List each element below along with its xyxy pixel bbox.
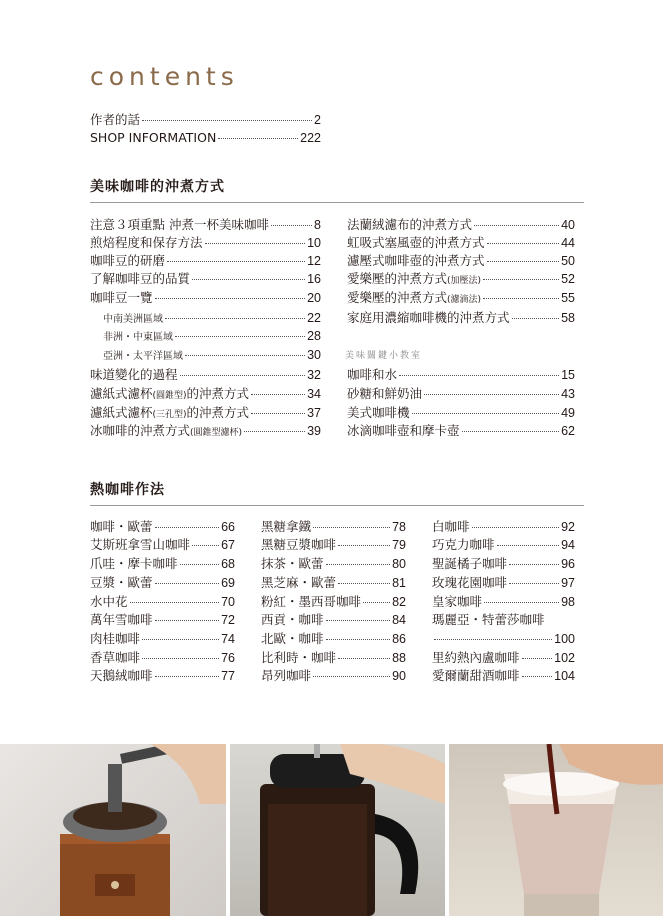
entry-text: 愛樂壓的沖煮方式 [347, 290, 448, 305]
entry-text: 肉桂咖啡 [90, 631, 141, 646]
entry-text: 濾壓式咖啡壺的沖煮方式 [347, 253, 485, 268]
entry-text: 注意３項重點 沖煮一杯美味咖啡 [90, 217, 269, 232]
toc-entry[interactable] [90, 611, 235, 629]
toc-entry-wrapped[interactable] [432, 611, 575, 649]
leader-dots [483, 279, 559, 280]
toc-entry[interactable] [347, 309, 575, 327]
leader-dots [155, 676, 220, 677]
leader-dots [218, 138, 298, 139]
entry-page: 40 [561, 218, 575, 232]
section-divider [90, 202, 584, 203]
toc-entry[interactable] [90, 555, 235, 573]
entry-page: 80 [392, 557, 406, 571]
leader-dots [483, 298, 559, 299]
entry-page: 102 [554, 651, 575, 665]
toc-entry[interactable] [261, 649, 406, 667]
entry-text: 水中花 [90, 594, 128, 609]
toc-entry[interactable] [90, 667, 235, 685]
entry-page: 39 [307, 424, 321, 438]
leader-dots [522, 658, 553, 659]
entry-page: 82 [392, 595, 406, 609]
entry-page: 62 [561, 424, 575, 438]
section-heading: 美味咖啡的沖煮方式 [90, 179, 225, 195]
entry-page: 12 [307, 254, 321, 268]
entry-text: 天鵝絨咖啡 [90, 668, 153, 683]
toc-entry[interactable] [347, 289, 575, 307]
entry-page: 78 [392, 520, 406, 534]
leader-dots [192, 279, 305, 280]
leader-dots [251, 413, 305, 414]
toc-entry[interactable] [261, 555, 406, 573]
toc-entry[interactable] [432, 574, 575, 592]
toc-entry[interactable] [432, 555, 575, 573]
toc-entry[interactable] [90, 422, 321, 440]
toc-entry[interactable] [90, 252, 321, 270]
toc-subentry[interactable] [103, 309, 321, 327]
leader-dots [338, 658, 390, 659]
entry-page: 20 [307, 291, 321, 305]
entry-page: 55 [561, 291, 575, 305]
entry-text: 昂列咖啡 [261, 668, 312, 683]
entry-page: 16 [307, 272, 321, 286]
entry-page: 86 [392, 632, 406, 646]
entry-page: 77 [221, 669, 235, 683]
leader-dots [512, 318, 560, 319]
entry-page: 68 [221, 557, 235, 571]
entry-page: 104 [554, 669, 575, 683]
entry-text: 美式咖啡機 [347, 405, 410, 420]
entry-text: 濾紙式濾杯 [90, 405, 153, 420]
toc-entry[interactable] [432, 536, 575, 554]
entry-text: 虹吸式塞風壺的沖煮方式 [347, 235, 485, 250]
entry-note: (加壓法) [447, 276, 482, 286]
photo-coffee-grinder [0, 744, 226, 916]
toc-entry[interactable] [347, 216, 575, 234]
leader-dots [167, 261, 305, 262]
leader-dots [271, 225, 312, 226]
toc-entry[interactable] [90, 593, 235, 611]
entry-page: 88 [392, 651, 406, 665]
section-divider [90, 505, 584, 506]
leader-dots [155, 298, 306, 299]
entry-page: 96 [561, 557, 575, 571]
leader-dots [180, 564, 220, 565]
entry-text: 白咖啡 [432, 519, 470, 534]
entry-page: 66 [221, 520, 235, 534]
entry-text: 爪哇・摩卡咖啡 [90, 556, 178, 571]
leader-dots [185, 355, 305, 356]
entry-text: 愛爾蘭甜酒咖啡 [432, 668, 520, 683]
entry-page: 222 [300, 131, 321, 145]
entry-note: (圓錐型) [152, 391, 187, 401]
toc-entry[interactable] [261, 536, 406, 554]
leader-dots [313, 676, 390, 677]
entry-text: 家庭用濃縮咖啡機的沖煮方式 [347, 310, 510, 325]
entry-page: 67 [221, 538, 235, 552]
toc-entry[interactable] [347, 270, 575, 288]
entry-text: 煎焙程度和保存方法 [90, 235, 203, 250]
entry-text: 濾紙式濾杯 [90, 386, 153, 401]
toc-entry[interactable] [261, 667, 406, 685]
entry-page: 98 [561, 595, 575, 609]
leader-dots [326, 639, 391, 640]
entry-text: 非洲・中東區域 [103, 332, 173, 343]
toc-entry[interactable] [90, 518, 235, 536]
entry-text: 黑糖豆漿咖啡 [261, 537, 337, 552]
entry-text: 咖啡豆一覽 [90, 290, 153, 305]
toc-entry[interactable] [432, 518, 575, 536]
leader-dots [326, 564, 391, 565]
entry-page: 72 [221, 613, 235, 627]
entry-page: 22 [307, 311, 321, 325]
toc-entry[interactable] [90, 289, 321, 307]
toc-entry[interactable] [90, 234, 321, 252]
toc-entry[interactable] [261, 574, 406, 592]
entry-text: 味道變化的過程 [90, 367, 178, 382]
leader-dots [326, 620, 391, 621]
entry-text: 香草咖啡 [90, 650, 141, 665]
toc-entry-author[interactable] [90, 111, 321, 129]
toc-entry[interactable] [432, 593, 575, 611]
entry-page: 49 [561, 406, 575, 420]
entry-text: 瑪麗亞・特蕾莎咖啡 [432, 612, 545, 627]
leader-dots [313, 527, 390, 528]
toc-entry[interactable] [90, 574, 235, 592]
entry-tail: 的沖煮方式 [186, 405, 250, 420]
entry-page: 81 [392, 576, 406, 590]
entry-text: 中南美洲區域 [103, 314, 163, 325]
toc-entry[interactable] [90, 649, 235, 667]
toc-subentry[interactable] [103, 327, 321, 345]
entry-page: 50 [561, 254, 575, 268]
entry-text: 粉紅・墨西哥咖啡 [261, 594, 362, 609]
leader-dots [484, 602, 559, 603]
entry-text: 亞洲・太平洋區域 [103, 351, 183, 362]
leader-dots [142, 639, 219, 640]
entry-page: 15 [561, 368, 575, 382]
entry-text: 黑糖拿鐵 [261, 519, 312, 534]
leader-dots [130, 602, 220, 603]
photo-latte-pour [449, 744, 663, 916]
leader-dots [155, 527, 220, 528]
entry-page: 10 [307, 236, 321, 250]
toc-entry[interactable] [261, 518, 406, 536]
entry-text: 萬年雪咖啡 [90, 612, 153, 627]
toc-entry[interactable] [90, 536, 235, 554]
leader-dots [522, 676, 553, 677]
entry-text: 皇家咖啡 [432, 594, 483, 609]
entry-text: 黑芝麻・歐蕾 [261, 575, 337, 590]
entry-text: 冰咖啡的沖煮方式 [90, 423, 191, 438]
entry-page: 43 [561, 387, 575, 401]
toc-entry[interactable] [347, 422, 575, 440]
toc-entry[interactable] [347, 404, 575, 422]
entry-page: 97 [561, 576, 575, 590]
leader-dots [192, 545, 219, 546]
entry-text: 咖啡豆的研磨 [90, 253, 166, 268]
entry-page: 58 [561, 311, 575, 325]
leader-dots [155, 583, 220, 584]
leader-dots [180, 375, 306, 376]
entry-page: 92 [561, 520, 575, 534]
toc-entry[interactable] [432, 649, 575, 667]
toc-subentry[interactable] [103, 346, 321, 364]
leader-dots [474, 225, 559, 226]
entry-text: 法蘭絨濾布的沖煮方式 [347, 217, 473, 232]
entry-page: 32 [307, 368, 321, 382]
leader-dots [424, 394, 559, 395]
toc-entry[interactable] [347, 252, 575, 270]
leader-dots [487, 243, 560, 244]
entry-text: 愛樂壓的沖煮方式 [347, 271, 448, 286]
entry-page: 74 [221, 632, 235, 646]
entry-text: 艾斯班拿雪山咖啡 [90, 537, 191, 552]
toc-entry[interactable] [347, 234, 575, 252]
leader-dots [251, 394, 305, 395]
leader-dots [175, 336, 305, 337]
toc-entry[interactable] [90, 630, 235, 648]
entry-text: 冰滴咖啡壺和摩卡壺 [347, 423, 460, 438]
toc-entry[interactable] [90, 366, 321, 384]
leader-dots [487, 261, 560, 262]
entry-page: 8 [314, 218, 321, 232]
entry-text: 巧克力咖啡 [432, 537, 495, 552]
entry-page: 100 [554, 632, 575, 646]
toc-entry[interactable] [432, 667, 575, 685]
entry-text: 抹茶・歐蕾 [261, 556, 324, 571]
toc-entry[interactable] [90, 385, 321, 403]
toc-entry[interactable] [261, 611, 406, 629]
leader-dots [142, 120, 312, 121]
photo-french-press [230, 744, 445, 916]
entry-text: 里約熱內盧咖啡 [432, 650, 520, 665]
entry-page: 30 [307, 348, 321, 362]
leader-dots [363, 602, 390, 603]
entry-page: 34 [307, 387, 321, 401]
entry-text: 咖啡・歐蕾 [90, 519, 153, 534]
leader-dots [155, 620, 220, 621]
leader-dots [412, 413, 560, 414]
entry-page: 76 [221, 651, 235, 665]
entry-text: 砂糖和鮮奶油 [347, 386, 423, 401]
entry-page: 90 [392, 669, 406, 683]
entry-text: 西貢・咖啡 [261, 612, 324, 627]
entry-text: 豆漿・歐蕾 [90, 575, 153, 590]
tips-tag: 美味關鍵小教室 [345, 351, 423, 361]
entry-text: 咖啡和水 [347, 367, 398, 382]
entry-text: 了解咖啡豆的品質 [90, 271, 191, 286]
leader-dots [399, 375, 559, 376]
toc-entry[interactable] [261, 630, 406, 648]
leader-dots [509, 583, 559, 584]
toc-entry[interactable] [347, 385, 575, 403]
entry-text: 比利時・咖啡 [261, 650, 337, 665]
entry-text: 聖誕橘子咖啡 [432, 556, 508, 571]
leader-dots [472, 527, 560, 528]
toc-entry[interactable] [261, 593, 406, 611]
leader-dots [509, 564, 559, 565]
entry-page: 84 [392, 613, 406, 627]
entry-note: (濾滴法) [447, 295, 482, 305]
section-heading: 熱咖啡作法 [90, 482, 165, 498]
entry-tail: 的沖煮方式 [186, 386, 250, 401]
entry-page: 52 [561, 272, 575, 286]
toc-entry[interactable] [90, 404, 321, 422]
entry-page: 37 [307, 406, 321, 420]
leader-dots [338, 545, 390, 546]
entry-page: 69 [221, 576, 235, 590]
entry-text: SHOP INFORMATION [90, 130, 217, 145]
entry-note: (三孔型) [152, 410, 187, 420]
entry-page: 79 [392, 538, 406, 552]
toc-entry-shop[interactable] [90, 129, 321, 147]
entry-text: 作者的話 [90, 112, 141, 127]
entry-text: 北歐・咖啡 [261, 631, 324, 646]
leader-dots [205, 243, 306, 244]
leader-dots [244, 431, 305, 432]
page-title: contents [90, 62, 239, 91]
leader-dots [497, 545, 560, 546]
leader-dots [338, 583, 390, 584]
entry-page: 70 [221, 595, 235, 609]
entry-page: 44 [561, 236, 575, 250]
toc-entry[interactable] [90, 270, 321, 288]
entry-page: 2 [314, 113, 321, 127]
leader-dots [434, 639, 552, 640]
toc-entry[interactable] [347, 366, 575, 384]
leader-dots [462, 431, 560, 432]
entry-note: (圓錐型濾杯) [190, 428, 243, 438]
toc-entry[interactable] [90, 216, 321, 234]
entry-page: 94 [561, 538, 575, 552]
entry-page: 28 [307, 329, 321, 343]
leader-dots [142, 658, 219, 659]
leader-dots [165, 318, 305, 319]
entry-text: 玫瑰花園咖啡 [432, 575, 508, 590]
